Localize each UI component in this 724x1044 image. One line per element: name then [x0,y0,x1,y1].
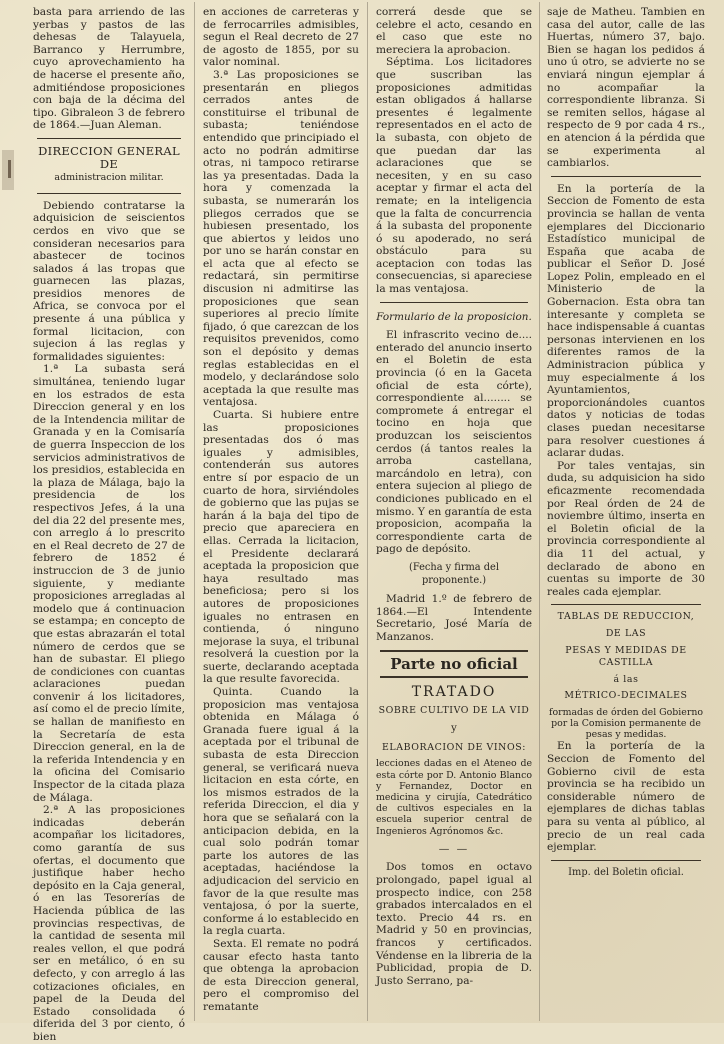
formulario-heading: Formulario de la proposicion. [376,310,532,323]
column-3 [376,6,532,1017]
margin-mark [8,160,19,178]
divider [551,176,701,177]
paragraph: Por tales ventajas, sin duda, su adquisicion ha sido eficazmente recomendada por Real órden de 24 de noviembre último, inserta en el Boletin oficial de la provincia correspondiente al dia 11 del actual, y declarado de abono en cuentas su importe de 30 reales cada ejemplar. [547,459,705,598]
section-subheading: administracion militar. [54,172,164,184]
column-4 [547,6,705,1017]
column-rule [194,2,195,1021]
tablas-de-las: DE LAS [605,627,647,639]
tablas-title: TABLAS DE REDUCCION, [557,611,695,623]
paragraph: Cuarta. Si hubiere entre las proposiciones presentadas dos ó mas iguales y admisibles, contenderán sus autores entre sí por espacio de un cuarto de hora, sirviéndoles de gobierno que las pujas se harán á la baja del tipo de precio que apareciera en ellas. Cerrada la licitacion, el Presidente declarará aceptada la proposicion que haya resultado mas beneficiosa; pero si los autores de proposiciones iguales no entrasen en contienda, ó ninguno mejorase la suya, el tribunal resolverá la cuestion por la suerte, declarando aceptada la que resulte favorecida. [203,409,359,686]
lecciones-note: lecciones dadas en el Ateneo de esta córte por D. Antonio Blanco y Fernandez, Doctor en medicina y cirujía, Catedrático de cultivos especiales en la escuela superior central de Ingenieros Agrónomos &c. [376,758,532,837]
paragraph: 1.ª La subasta será simultánea, teniendo lugar en los estrados de esta Direccion general y en los de la Intendencia militar de Granada y en la Comisaría de guerra Inspeccion de los servicios administrativos de los presidios, establecida en la plaza de Málaga, bajo la presidencia de los respectivos Jefes, á la una del dia 22 del presente mes, con arreglo á lo prescrito en el Real decreto de 27 de febrero de 1852 é instruccion de 3 de junio siguiente, y mediante proposiciones arregladas al modelo que á continuacion se estampa; en concepto de que estas abrazarán el total número de cerdos que se han de subastar. El pliego de condiciones con cuantas aclaraciones puedan convenir á los licitadores, así como el de precio límite, se hallan de manifiesto en la Secretaría de esta Direccion general, en la de la referida Intendencia y en la oficina del Comisario Inspector de la citada plaza de Málaga. [33,363,185,804]
divider [380,676,528,678]
section-heading: DIRECCION GENERAL DE [38,143,180,171]
tratado-subtitle: SOBRE CULTIVO DE LA VID [378,704,530,716]
paragraph: Quinta. Cuando la proposicion mas ventajosa obtenida en Málaga ó Granada fuere igual á la aceptada por el tribunal de subasta de esta Direccion general, se verificará nueva licitacion en esta córte, en los mismos estrados de la referida Direccion, el dia y hora que se señalará con la anticipacion debida, en la cual solo podrán tomar parte los autores de las aceptadas, haciéndose la adjudicacion del servicio en favor de la que resulte mas ventajosa, ó por la suerte, conforme á lo establecido en la regla cuarta. [203,686,359,938]
paragraph: En la portería de la Seccion de Fomento del Gobierno civil de esta provincia se ha recibido un considerable número de ejemplares de dichas tablas para su venta al público, al precio de un real cada ejemplar. [547,740,705,854]
tablas-pesas: PESAS Y MEDIDAS DE CASTILLA [565,644,687,669]
column-1 [33,6,185,1043]
paragraph: El infrascrito vecino de.... enterado del anuncio inserto en el Boletin de esta provincia (ó en la Gaceta oficial de esta córte), correspondiente al........ se compromete á entregar el tocino en hoja que produzcan los seiscientos cerdos (á tantos reales la arroba castellana, marcándolo en letra), con entera sujecion al pliego de condiciones publicado en el mismo. Y en garantía de esta proposicion, acompaña la correspondiente carta de pago de depósito. [376,329,532,556]
paragraph: Séptima. Los licitadores que suscriban las proposiciones admitidas estan obligados á hallarse presentes é legalmente representados en el acto de la subasta, con objeto de que puedan dar las aclaraciones que se necesiten, y en su caso aceptar y firmar el acta del remate; en la inteligencia que la falta de concurrencia á la subasta del proponente ó su apoderado, no será obstáculo para su aceptacion con todas las consecuencias, si apareciese la mas ventajosa. [376,56,532,296]
paragraph: en acciones de carreteras y de ferrocarriles admisibles, segun el Real decreto de 27 de agosto de 1855, por su valor nominal. [203,6,359,69]
imprenta-credit: Imp. del Boletin oficial. [568,866,684,878]
divider [380,650,528,652]
paragraph: En la portería de la Seccion de Fomento de esta provincia se hallan de venta ejemplares del Diccionario Estadístico municipal de España que acaba de publicar el Señor D. José Lopez Polin, empleado en el Ministerio de la Gobernacion. Esta obra tan interesante y completa se hace indispensable á cuantas personas intervienen en los diferentes ramos de la Administracion pública y muy especialmente á los Ayuntamientos, proporcionándoles cuantos datos y noticias de todas clases puedan necesitarse para resolver cuestiones á aclarar dudas. [547,182,705,460]
column-rule [539,2,540,1021]
paragraph: basta para arriendo de las yerbas y pastos de las dehesas de Talayuela, Barranco y Herrumbre, cuyo aprovechamiento ha de hacerse el presente año, admitiéndose proposiciones con baja de la décima del tipo. Gibraleon 3 de febrero de 1864.—Juan Aleman. [33,6,185,132]
paragraph: Sexta. El remate no podrá causar efecto hasta tanto que obtenga la aprobacion de esta Direccion general, pero el compromiso del rematante [203,937,359,1013]
tratado-subtitle-2: ELABORACION DE VINOS: [381,741,527,753]
tablas-a-las: á las [613,673,639,685]
divider [551,860,701,861]
fecha-firma: (Fecha y firma del proponente.) [409,561,499,586]
column-rule [367,2,368,1021]
tratado-title: TRATADO [411,684,497,701]
divider [37,193,181,194]
paragraph: correrá desde que se celebre el acto, cesando en el caso que este no mereciera la aprobacion. [376,6,532,56]
column-2 [203,6,359,1017]
paragraph: saje de Matheu. Tambien en casa del autor, calle de las Huertas, número 37, bajo. Bien se hagan los pedidos á uno ú otro, se advierte no se enviará ningun ejemplar á no acompañar la correspondiente libranza. Si se remiten sellos, hágase al respecto de 9 por cada 4 rs., en atencion á la pérdida que se experimenta al cambiarlos. [547,6,705,170]
paragraph: Debiendo contratarse la adquisicion de seiscientos cerdos en vivo que se consideran necesarios para abastecer de tocinos salados á las tropas que guarnecen las plazas, presidios menores de Africa, se convoca por el presente á una pública y formal licitacion, con sujecion á las reglas y formalidades siguientes: [33,199,185,363]
paragraph: Dos tomos en octavo prolongado, papel igual al prospecto indice, con 258 grabados intercalados en el texto. Precio 44 rs. en Madrid y 50 en provincias, francos y certificados. Véndense en la libreria de la Publicidad, propia de D. Justo Serrano, pa- [376,861,532,987]
short-divider: — — [438,842,470,855]
divider [551,604,701,605]
parte-no-oficial-heading: Parte no oficial [390,654,518,673]
paragraph: Madrid 1.º de febrero de 1864.—El Intendente Secretario, José María de Manzanos. [376,593,532,643]
conjunction: y [451,723,457,735]
divider [380,302,528,303]
tablas-metrico: MÉTRICO-DECIMALES [564,690,688,702]
divider [37,138,181,139]
paragraph: 2.ª A las proposiciones indicadas deberán acompañar los licitadores, como garantía de sus ofertas, el documento que justifique haber hecho depósito en la Caja general, ó en las Tesorerías de Hacienda pública de las provincias respectivas, de la cantidad de sesenta mil reales vellon, el que podrá ser en metálico, ó en su defecto, y con arreglo á las cotizaciones oficiales, en papel de la Deuda del Estado consolidada ó diferida del 3 por ciento, ó bien [33,804,185,1043]
tablas-note: formadas de órden del Gobierno por la Comision permanente de pesas y medidas. [548,706,704,741]
paragraph: 3.ª Las proposiciones se presentarán en pliegos cerrados antes de constituirse el tribunal de subasta; teniéndose entendido que principiado el acto no podrán admitirse otras, ni tampoco retirarse las ya presentadas. Dada la hora y comenzada la subasta, se numerarán los pliegos cerrados que se hubiesen presentado, los que abiertos y leidos uno por uno se harán constar en el acta que al efecto se redactará, sin permitirse discusion ni admitirse las proposiciones que sean superiores al precio límite fijado, ó que carezcan de los requisitos prevenidos, como son el depósito y demas reglas establecidas en el modelo, y declarándose solo aceptada la que resulte mas ventajosa. [203,68,359,409]
